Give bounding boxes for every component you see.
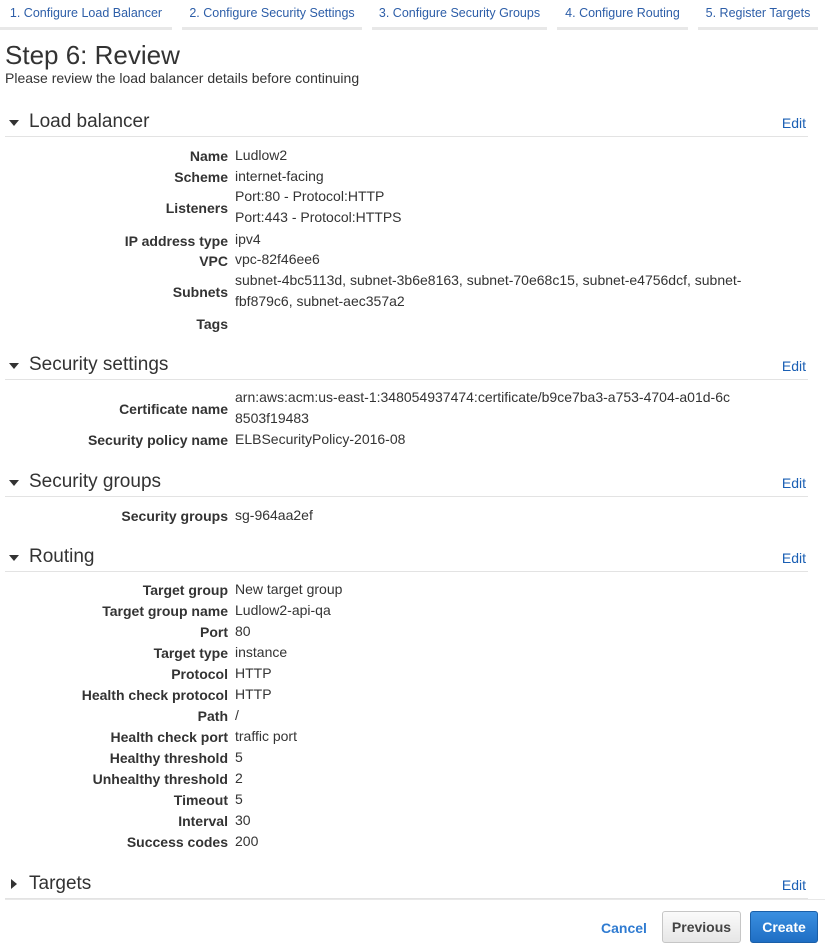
cancel-button[interactable]: Cancel [601, 920, 647, 936]
field-label: Port [200, 624, 228, 640]
field-value: ipv4 [235, 231, 261, 247]
section-load-balancer-header[interactable] [5, 111, 808, 137]
field-value: 80 [235, 623, 251, 639]
field-label: Path [197, 708, 228, 724]
step-tab-configure-security-settings[interactable]: 2. Configure Security Settings [182, 0, 362, 30]
field-label: Healthy threshold [109, 750, 228, 766]
caret-down-icon[interactable] [9, 555, 19, 561]
field-value: internet-facing [235, 168, 324, 184]
field-value: 5 [235, 791, 243, 807]
edit-routing-link[interactable]: Edit [781, 550, 806, 566]
field-value: Ludlow2 [235, 147, 288, 163]
field-label: Scheme [174, 169, 228, 185]
field-label: Health check port [110, 729, 228, 745]
field-label: Tags [196, 316, 228, 332]
field-value: / [235, 707, 239, 723]
page-subtitle: Please review the load balancer details before continuing [5, 70, 360, 86]
section-routing-header[interactable] [5, 546, 808, 572]
page-title: Step 6: Review [5, 40, 180, 70]
field-label: Protocol [171, 666, 228, 682]
field-label: Target type [153, 645, 228, 661]
field-label: Listeners [165, 200, 228, 216]
listener-item: Port:80 - Protocol:HTTP [235, 188, 385, 204]
field-label: Interval [178, 813, 228, 829]
field-value: sg-964aa2ef [235, 507, 313, 523]
field-label: Timeout [173, 792, 228, 808]
edit-security-groups-link[interactable]: Edit [781, 475, 806, 491]
field-value: arn:aws:acm:us-east-1:348054937474:certificate/b9ce7ba3-a753-4704-a01d-6c8503f19483 [235, 389, 730, 426]
listener-item: Port:443 - Protocol:HTTPS [235, 209, 402, 225]
field-value: vpc-82f46ee6 [235, 251, 320, 267]
step-tab-configure-routing[interactable]: 4. Configure Routing [557, 0, 688, 30]
field-label: VPC [199, 253, 228, 269]
edit-load-balancer-link[interactable]: Edit [781, 115, 806, 131]
field-value: 5 [235, 749, 243, 765]
caret-down-icon[interactable] [9, 363, 19, 369]
field-value [235, 186, 765, 228]
field-label: IP address type [124, 233, 228, 249]
step-tab-configure-security-groups[interactable]: 3. Configure Security Groups [372, 0, 547, 30]
footer-divider [5, 899, 825, 900]
field-label: Target group name [102, 603, 228, 619]
field-value: Ludlow2-api-qa [235, 602, 331, 618]
field-value: 30 [235, 812, 251, 828]
section-title: Targets [29, 873, 92, 894]
section-title: Security settings [29, 354, 169, 375]
field-value: traffic port [235, 728, 297, 744]
previous-button[interactable]: Previous [662, 911, 741, 943]
step-tab-configure-load-balancer[interactable]: 1. Configure Load Balancer [0, 0, 172, 30]
field-label: Subnets [172, 284, 228, 300]
section-title: Security groups [29, 471, 162, 492]
field-value: instance [235, 644, 288, 660]
create-button[interactable]: Create [750, 911, 818, 943]
field-label: Name [189, 148, 228, 164]
wizard-steps [0, 0, 825, 30]
field-label: Target group [142, 582, 228, 598]
field-label: Success codes [126, 834, 228, 850]
caret-down-icon[interactable] [9, 480, 19, 486]
field-label: Unhealthy threshold [92, 771, 228, 787]
section-title: Routing [29, 546, 95, 567]
field-label: Security groups [121, 508, 228, 524]
caret-down-icon[interactable] [9, 120, 19, 126]
field-label: Certificate name [119, 401, 228, 417]
field-label: Security policy name [87, 432, 228, 448]
field-value: 2 [235, 770, 243, 786]
field-value: HTTP [235, 665, 272, 681]
section-targets-header[interactable] [5, 873, 808, 899]
edit-targets-link[interactable]: Edit [781, 877, 806, 893]
section-security-settings-header[interactable] [5, 354, 808, 380]
field-value: 200 [235, 833, 259, 849]
field-value: HTTP [235, 686, 272, 702]
step-tab-register-targets[interactable]: 5. Register Targets [698, 0, 818, 30]
caret-right-icon[interactable] [11, 879, 17, 889]
section-security-groups-header[interactable] [5, 471, 808, 497]
field-label: Health check protocol [81, 687, 228, 703]
field-value: subnet-4bc5113d, subnet-3b6e8163, subnet-70e68c15, subnet-e4756dcf, subnet-fbf879c6, subnet-aec357a2 [235, 272, 742, 309]
section-title: Load balancer [29, 111, 150, 132]
field-value: New target group [235, 581, 343, 597]
edit-security-settings-link[interactable]: Edit [781, 358, 806, 374]
field-value: ELBSecurityPolicy-2016-08 [235, 431, 406, 447]
